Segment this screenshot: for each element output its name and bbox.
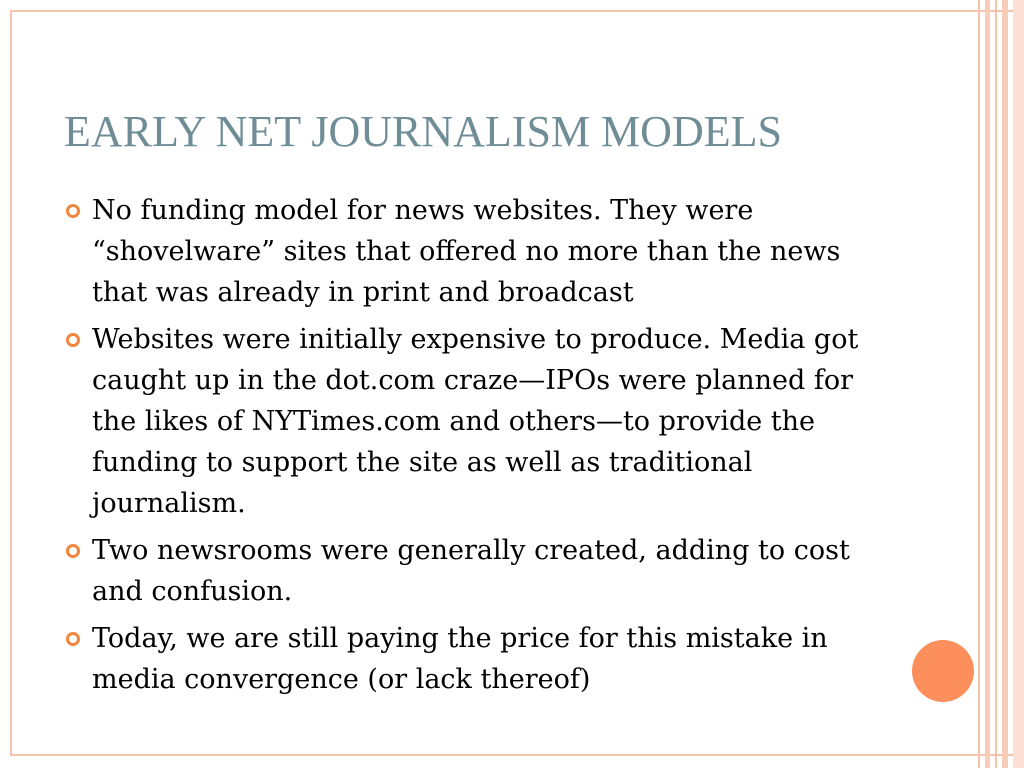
bullet-ring-icon bbox=[66, 544, 80, 558]
bullet-ring-icon bbox=[66, 333, 80, 347]
decorative-stripe bbox=[995, 0, 997, 768]
decorative-stripe bbox=[1002, 0, 1008, 768]
bullet-text: Websites were initially expensive to produce. Media got caught up in the dot.com craze—IPOs were planned for the likes of NYTimes.com and others—to provide the funding to support the site as well as traditional journalism. bbox=[92, 324, 859, 519]
bullet-item bbox=[92, 190, 892, 313]
bullet-text: Two newsrooms were generally created, adding to cost and confusion. bbox=[92, 535, 850, 607]
bullet-item bbox=[92, 618, 892, 700]
decorative-stripe bbox=[1013, 0, 1024, 768]
bullet-ring-icon bbox=[66, 632, 80, 646]
decorative-circle bbox=[912, 640, 974, 702]
bullet-list bbox=[92, 190, 892, 706]
bullet-item bbox=[92, 530, 892, 612]
slide-title: EARLY NET JOURNALISM MODELS bbox=[64, 107, 782, 156]
bullet-item bbox=[92, 319, 892, 524]
decorative-stripe bbox=[985, 0, 990, 768]
bullet-text: Today, we are still paying the price for this mistake in media convergence (or lack thereof) bbox=[92, 623, 828, 695]
bullet-ring-icon bbox=[66, 204, 80, 218]
decorative-stripe bbox=[978, 0, 980, 768]
bullet-text: No funding model for news websites. They were “shovelware” sites that offered no more than the news that was already in print and broadcast bbox=[92, 195, 841, 308]
